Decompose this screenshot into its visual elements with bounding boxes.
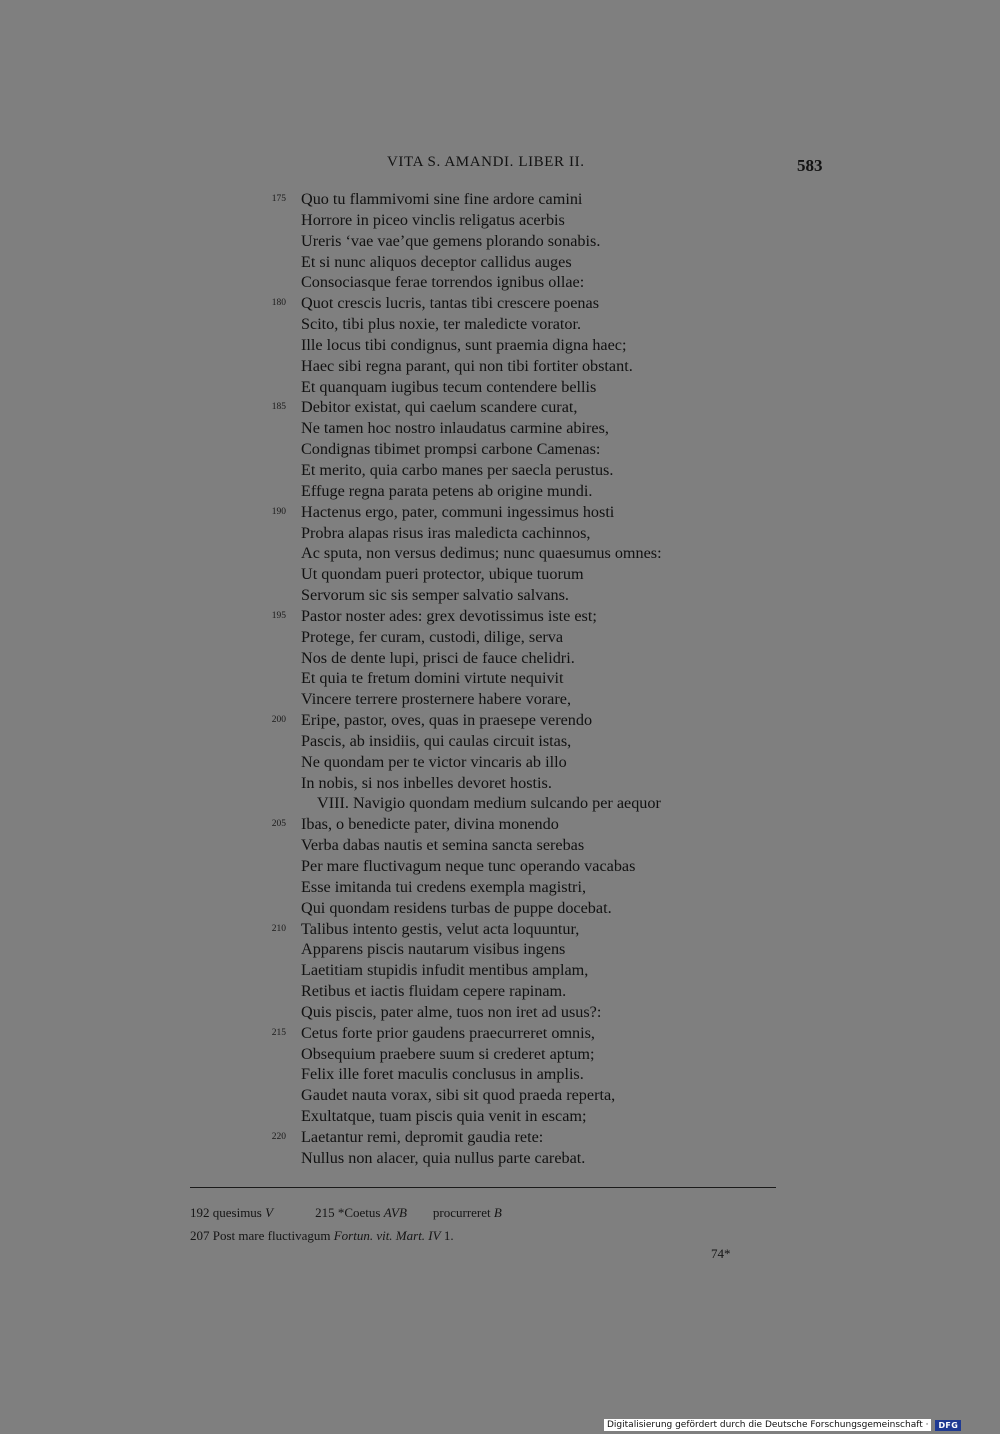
verse-text: Servorum sic sis semper salvatio salvans. — [301, 586, 569, 605]
verse-text: Exultatque, tuam piscis quia venit in escam; — [301, 1107, 587, 1126]
verse-text: Apparens piscis nautarum visibus ingens — [301, 940, 566, 959]
verse-text: Felix ille foret maculis conclusus in amplis. — [301, 1065, 584, 1084]
verse-line — [0, 1085, 1000, 1106]
verse-line — [0, 377, 1000, 398]
verse-line — [0, 523, 1000, 544]
verse-line — [0, 439, 1000, 460]
verse-line — [0, 231, 1000, 252]
verse-line — [0, 272, 1000, 293]
verse-line — [0, 710, 1000, 731]
verse-text: Et quanquam iugibus tecum contendere bellis — [301, 377, 597, 396]
verse-text: Et quia te fretum domini virtute nequivit — [301, 669, 564, 688]
verse-text: Eripe, pastor, oves, quas in praesepe verendo — [301, 711, 593, 730]
line-number: 205 — [271, 819, 286, 830]
verse-text: VIII. Navigio quondam medium sulcando per aequor — [317, 794, 661, 813]
line-number: 185 — [271, 402, 286, 413]
verse-text: Quot crescis lucris, tantas tibi crescere poenas — [301, 294, 600, 313]
verse-text: Hactenus ergo, pater, communi ingessimus hosti — [301, 502, 615, 521]
footnote-text: 1. — [440, 1228, 454, 1243]
verse-text: Quis piscis, pater alme, tuos non iret ad usus?: — [301, 1002, 602, 1021]
line-number: 215 — [271, 1027, 286, 1038]
verse-line — [0, 627, 1000, 648]
verse-line — [0, 481, 1000, 502]
line-number: 175 — [271, 194, 286, 204]
verse-line — [0, 1127, 1000, 1148]
verse-text: Et si nunc aliquos deceptor callidus auges — [301, 252, 572, 271]
verse-line — [0, 668, 1000, 689]
verse-text: Esse imitanda tui credens exempla magistri, — [301, 877, 586, 896]
verse-line — [0, 418, 1000, 439]
verse-line — [0, 502, 1000, 523]
verse-line — [0, 543, 1000, 564]
verse-line — [0, 335, 1000, 356]
verse-line — [0, 356, 1000, 377]
verse-line — [0, 314, 1000, 335]
verse-text: Ibas, o benedicte pater, divina monendo — [301, 815, 559, 834]
footnote-line — [190, 1224, 502, 1247]
line-number: 180 — [271, 298, 286, 309]
verse-text: Consociasque ferae torrendos ignibus ollae: — [301, 273, 585, 292]
verse-text: Ut quondam pueri protector, ubique tuorum — [301, 565, 584, 584]
verse-line — [0, 981, 1000, 1002]
section-heading-line — [0, 793, 1000, 814]
verse-line — [0, 814, 1000, 835]
verse-line — [0, 898, 1000, 919]
verse-text: Obsequium praebere suum si crederet aptum; — [301, 1044, 595, 1063]
verse-text: Cetus forte prior gaudens praecurreret omnis, — [301, 1023, 595, 1042]
verse-text: Scito, tibi plus noxie, ter maledicte vorator. — [301, 315, 582, 334]
verse-line — [0, 752, 1000, 773]
verse-text: Gaudet nauta vorax, sibi sit quod praeda reperta, — [301, 1086, 616, 1105]
verse-text: Ne tamen hoc nostro inlaudatus carmine abires, — [301, 419, 609, 438]
verse-line — [0, 939, 1000, 960]
footnotes — [190, 1201, 502, 1247]
verse-text: Pastor noster ades: grex devotissimus iste est; — [301, 606, 597, 625]
verse-line — [0, 460, 1000, 481]
verse-text: Ac sputa, non versus dedimus; nunc quaesumus omnes: — [301, 544, 662, 563]
verse-line — [0, 1106, 1000, 1127]
verse-text: Qui quondam residens turbas de puppe docebat. — [301, 898, 612, 917]
line-number: 190 — [271, 506, 286, 517]
verse-text: Ureris ‘vae vae’que gemens plorando sonabis. — [301, 231, 601, 250]
verse-text: Probra alapas risus iras maledicta cachinnos, — [301, 523, 591, 542]
verse-text: Ille locus tibi condignus, sunt praemia digna haec; — [301, 335, 627, 354]
footnote-line — [190, 1201, 502, 1224]
verse-line — [0, 731, 1000, 752]
verse-line — [0, 1044, 1000, 1065]
verse-line — [0, 210, 1000, 231]
footnote-text: 207 Post mare fluctivagum — [190, 1228, 334, 1243]
verse-line — [0, 648, 1000, 669]
footnote-siglum: V — [265, 1205, 274, 1220]
verse-text: Laetantur remi, depromit gaudia rete: — [301, 1127, 544, 1146]
verse-text: Condignas tibimet prompsi carbone Camenas: — [301, 440, 601, 459]
funding-bar — [604, 1418, 961, 1432]
verse-text: Et merito, quia carbo manes per saecla perustus. — [301, 460, 614, 479]
verse-text: Horrore in piceo vinclis religatus acerbis — [301, 210, 565, 229]
verse-text: Ne quondam per te victor vincaris ab illo — [301, 752, 567, 771]
footnote-source: Fortun. vit. Mart. IV — [333, 1228, 441, 1243]
verse-text: Laetitiam stupidis infudit mentibus amplam, — [301, 961, 589, 980]
verse-line — [0, 835, 1000, 856]
verse-text: Protege, fer curam, custodi, dilige, serva — [301, 627, 564, 646]
verse-text: Per mare fluctivagum neque tunc operando vacabas — [301, 857, 636, 875]
verse-line — [0, 585, 1000, 606]
verse-line — [0, 919, 1000, 940]
verse-text: Nullus non alacer, quia nullus parte carebat. — [301, 1148, 586, 1167]
line-number: 210 — [271, 923, 286, 934]
footnote-divider — [190, 1187, 776, 1188]
line-number: 200 — [271, 715, 286, 726]
verse-text: Retibus et iactis fluidam cepere rapinam. — [301, 982, 567, 1001]
verse-line — [0, 773, 1000, 794]
verse-line — [0, 1064, 1000, 1085]
footnote-text: procurreret — [432, 1205, 494, 1220]
verse-text: Quo tu flammivomi sine fine ardore camini — [301, 190, 583, 208]
verse-text: Vincere terrere prosternere habere vorare, — [301, 690, 571, 709]
running-head: VITA S. AMANDI. LIBER II. — [387, 154, 585, 170]
verse-text: Talibus intento gestis, velut acta loquuntur, — [301, 919, 580, 938]
verse-line — [0, 1002, 1000, 1023]
verse-line — [0, 856, 1000, 877]
verse-text: Verba dabas nautis et semina sancta serebas — [301, 836, 585, 855]
line-number: 195 — [271, 610, 286, 621]
verse-line — [0, 189, 1000, 210]
line-number: 220 — [271, 1131, 286, 1142]
dfg-logo-icon: DFG — [935, 1420, 961, 1431]
verse-line — [0, 606, 1000, 627]
verse-line — [0, 397, 1000, 418]
funding-text: Digitalisierung gefördert durch die Deutsche Forschungsgemeinschaft · — [604, 1419, 931, 1431]
verse-line — [0, 293, 1000, 314]
footnote-siglum: AVB — [383, 1205, 407, 1220]
page-number: 583 — [797, 156, 823, 175]
verse-text: Effuge regna parata petens ab origine mundi. — [301, 481, 593, 500]
footnote-text: 192 quesimus — [190, 1205, 266, 1220]
verse-line — [0, 1023, 1000, 1044]
verse-text: Debitor existat, qui caelum scandere curat, — [301, 398, 578, 417]
signature-mark: 74* — [711, 1246, 731, 1261]
verse-text: Haec sibi regna parant, qui non tibi fortiter obstant. — [301, 356, 633, 375]
verse-line — [0, 877, 1000, 898]
footnote-text: 215 *Coetus — [315, 1205, 384, 1220]
verse-text: Pascis, ab insidiis, qui caulas circuit istas, — [301, 731, 572, 750]
verse-text: Nos de dente lupi, prisci de fauce chelidri. — [301, 648, 575, 667]
poem-body — [0, 189, 1000, 1169]
verse-line — [0, 564, 1000, 585]
verse-line — [0, 252, 1000, 273]
verse-text: In nobis, si nos inbelles devoret hostis. — [301, 773, 552, 792]
verse-line — [0, 689, 1000, 710]
verse-line — [0, 960, 1000, 981]
verse-line — [0, 1148, 1000, 1169]
footnote-siglum: B — [493, 1205, 502, 1220]
